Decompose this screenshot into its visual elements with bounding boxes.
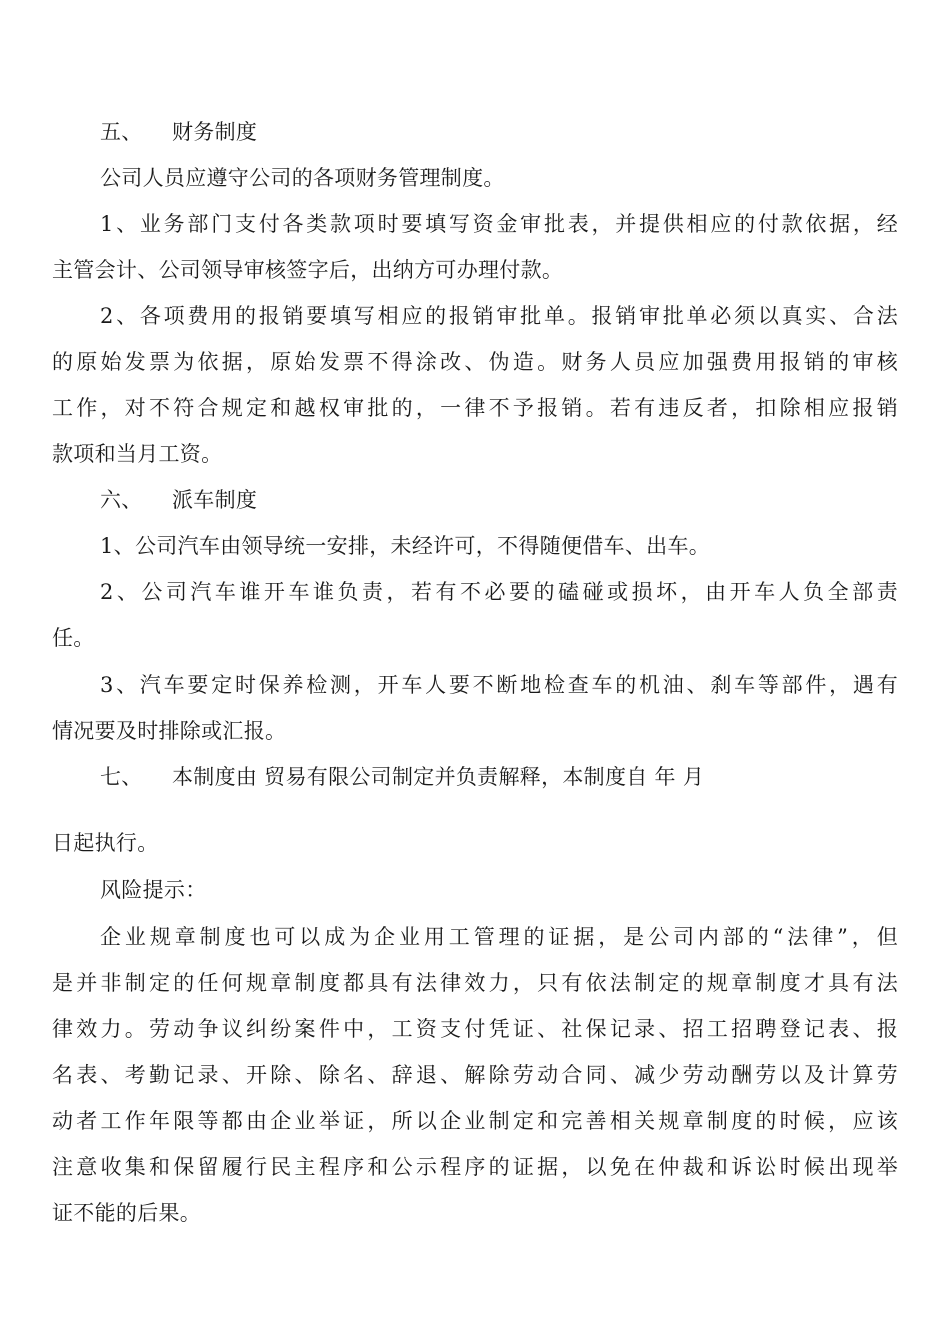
paragraph-line: 主管会计、公司领导审核签字后，出纳方可办理付款。 xyxy=(52,258,564,282)
paragraph-line: 3、汽车要定时保养检测，开车人要不断地检查车的机油、刹车等部件，遇有 xyxy=(100,673,898,697)
paragraph-line: 2、各项费用的报销要填写相应的报销审批单。报销审批单必须以真实、合法 xyxy=(100,304,898,328)
paragraph-line: 2、公司汽车谁开车谁负责，若有不必要的磕碰或损坏，由开车人负全部责 xyxy=(100,580,898,604)
paragraph-line: 1、业务部门支付各类款项时要填写资金审批表，并提供相应的付款依据，经 xyxy=(100,212,898,236)
paragraph-line: 任。 xyxy=(52,626,95,650)
section-number: 七、 xyxy=(100,765,143,789)
paragraph-line: 公司人员应遵守公司的各项财务管理制度。 xyxy=(100,166,505,190)
section-heading-5 xyxy=(100,118,898,146)
paragraph-line: 注意收集和保留履行民主程序和公示程序的证据，以免在仲裁和诉讼时候出现举 xyxy=(52,1155,898,1179)
paragraph-line: 1、公司汽车由领导统一安排，未经许可，不得随便借车、出车。 xyxy=(100,534,711,558)
section-title: 财务制度 xyxy=(172,120,258,144)
paragraph-line: 的原始发票为依据，原始发票不得涂改、伪造。财务人员应加强费用报销的审核 xyxy=(52,350,898,374)
section-title: 派车制度 xyxy=(172,488,258,512)
paragraph-line: 企业规章制度也可以成为企业用工管理的证据，是公司内部的“法律”，但 xyxy=(100,925,898,949)
paragraph-line: 动者工作年限等都由企业举证，所以企业制定和完善相关规章制度的时候，应该 xyxy=(52,1109,898,1133)
paragraph-line: 名表、考勤记录、开除、除名、辞退、解除劳动合同、减少劳动酬劳以及计算劳 xyxy=(52,1063,898,1087)
paragraph-line: 情况要及时排除或汇报。 xyxy=(52,719,287,743)
paragraph-line: 日起执行。 xyxy=(52,831,159,855)
paragraph-line: 工作，对不符合规定和越权审批的，一律不予报销。若有违反者，扣除相应报销 xyxy=(52,396,898,420)
section-title: 本制度由 贸易有限公司制定并负责解释，本制度自 年 月 xyxy=(172,765,705,789)
paragraph-line: 是并非制定的任何规章制度都具有法律效力，只有依法制定的规章制度才具有法 xyxy=(52,971,898,995)
section-heading-6 xyxy=(100,486,898,514)
paragraph-line: 证不能的后果。 xyxy=(52,1201,202,1225)
section-number: 六、 xyxy=(100,488,143,512)
section-number: 五、 xyxy=(100,120,143,144)
risk-heading: 风险提示： xyxy=(100,878,207,902)
paragraph-line: 律效力。劳动争议纠纷案件中，工资支付凭证、社保记录、招工招聘登记表、报 xyxy=(52,1017,898,1041)
section-heading-7 xyxy=(100,763,898,791)
paragraph-line: 款项和当月工资。 xyxy=(52,442,223,466)
